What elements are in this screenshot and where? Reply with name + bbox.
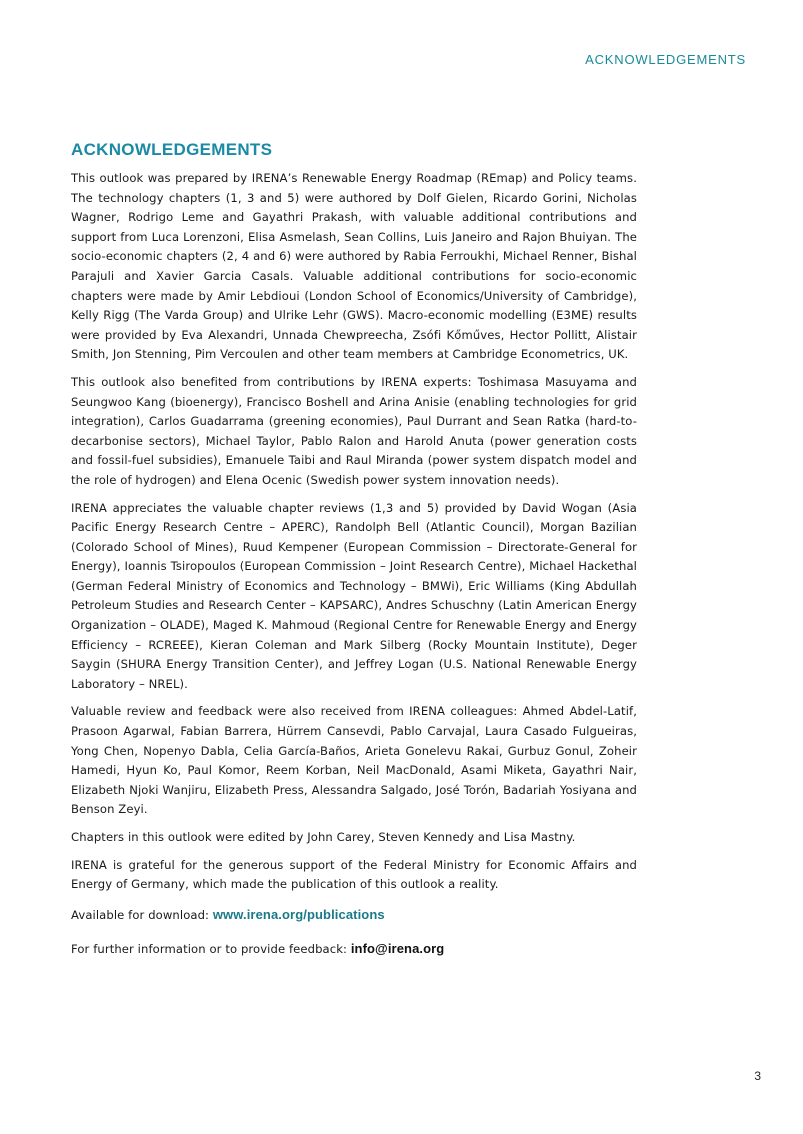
feedback-label: For further information or to provide feedback: <box>71 942 351 957</box>
download-label: Available for download: <box>71 907 213 922</box>
page-number: 3 <box>754 1069 761 1083</box>
paragraph-support: IRENA is grateful for the generous support of the Federal Ministry for Economic Affairs and Energy of Germany, which made the publication of this outlook a reality. <box>71 857 637 892</box>
publications-link[interactable]: www.irena.org/publications <box>212 906 385 922</box>
paragraph-authors: This outlook was prepared by IRENA’s Renewable Energy Roadmap (REmap) and Policy teams. The technology chapters (1, 3 and 5) were authored by Dolf Gielen, Ricardo Gorini, Nicholas Wagner, Rodrigo Leme and Gayathri Prakash, with valuable additional contributions and support from Luca Lorenzoni, Elisa Asmelash, Sean Collins, Luis Janeiro and Rajon Bhuiyan. The socio-economic chapters (2, 4 and 6) were authored by Rabia Ferroukhi, Michael Renner, Bishal Parajuli and Xavier Garcia Casals. Valuable additional contributions for socio-economic chapters were made by Amir Lebdioui (London School of Economics/University of Cambridge), Kelly Rigg (The Varda Group) and Ulrike Lehr (GWS). Macro-economic modelling (E3ME) results were provided by Eva Alexandri, Unnada Chewpreecha, Zsófi Kőműves, Hector Pollitt, Alistair Smith, Jon Stenning, Pim Vercoulen and other team members at Cambridge Econometrics, UK. <box>71 171 637 362</box>
paragraph-reviews: IRENA appreciates the valuable chapter reviews (1,3 and 5) provided by David Wogan (Asia Pacific Energy Research Centre – APERC), Randolph Bell (Atlantic Council), Morgan Bazilian (Colorado School of Mines), Ruud Kempener (European Commission – Directorate-General for Energy), Ioannis Tsiropoulos (European Commission – Joint Research Centre), Michael Hackethal (German Federal Ministry of Economics and Technology – BMWi), Eric Williams (King Abdullah Petroleum Studies and Research Center – KAPSARC), Andres Schuschny (Latin American Energy Organization – OLADE), Maged K. Mahmoud (Regional Centre for Renewable Energy and Energy Efficiency – RCREEE), Kieran Coleman and Mark Silberg (Rocky Mountain Institute), Deger Saygin (SHURA Energy Transition Center), and Jeffrey Logan (U.S. National Renewable Energy Laboratory – NREL). <box>71 500 637 691</box>
section-title: ACKNOWLEDGEMENTS <box>71 140 273 159</box>
paragraph-colleagues: Valuable review and feedback were also received from IRENA colleagues: Ahmed Abdel-Latif, Prasoon Agarwal, Fabian Barrera, Hürrem Cansevdi, Pablo Carvajal, Laura Casado Fulgueiras, Yong Chen, Nopenyo Dabla, Celia García-Baños, Arieta Gonelevu Rakai, Gurbuz Gonul, Zoheir Hamedi, Hyun Ko, Paul Komor, Reem Korban, Neil MacDonald, Asami Miketa, Gayathri Nair, Elizabeth Njoki Wanjiru, Elizabeth Press, Alessandra Salgado, José Torón, Badariah Yosiyana and Benson Zeyi. <box>71 704 637 817</box>
acknowledgements-section <box>71 140 637 974</box>
download-line <box>71 905 637 926</box>
feedback-line <box>71 939 637 960</box>
paragraph-experts: This outlook also benefited from contributions by IRENA experts: Toshimasa Masuyama and Seungwoo Kang (bioenergy), Francisco Boshell and Arina Anisie (enabling technologies for grid integration), Carlos Guadarrama (greening economies), Paul Durrant and Sean Ratka (hard-to-decarbonise sectors), Michael Taylor, Pablo Ralon and Harold Anuta (power generation costs and fossil-fuel subsidies), Emanuele Taibi and Raul Miranda (power system dispatch model and the role of hydrogen) and Elena Ocenic (Swedish power system innovation needs). <box>71 374 637 487</box>
feedback-email-link[interactable]: info@irena.org <box>350 941 445 957</box>
running-header: ACKNOWLEDGEMENTS <box>585 52 746 67</box>
paragraph-editors: Chapters in this outlook were edited by John Carey, Steven Kennedy and Lisa Mastny. <box>71 830 576 844</box>
